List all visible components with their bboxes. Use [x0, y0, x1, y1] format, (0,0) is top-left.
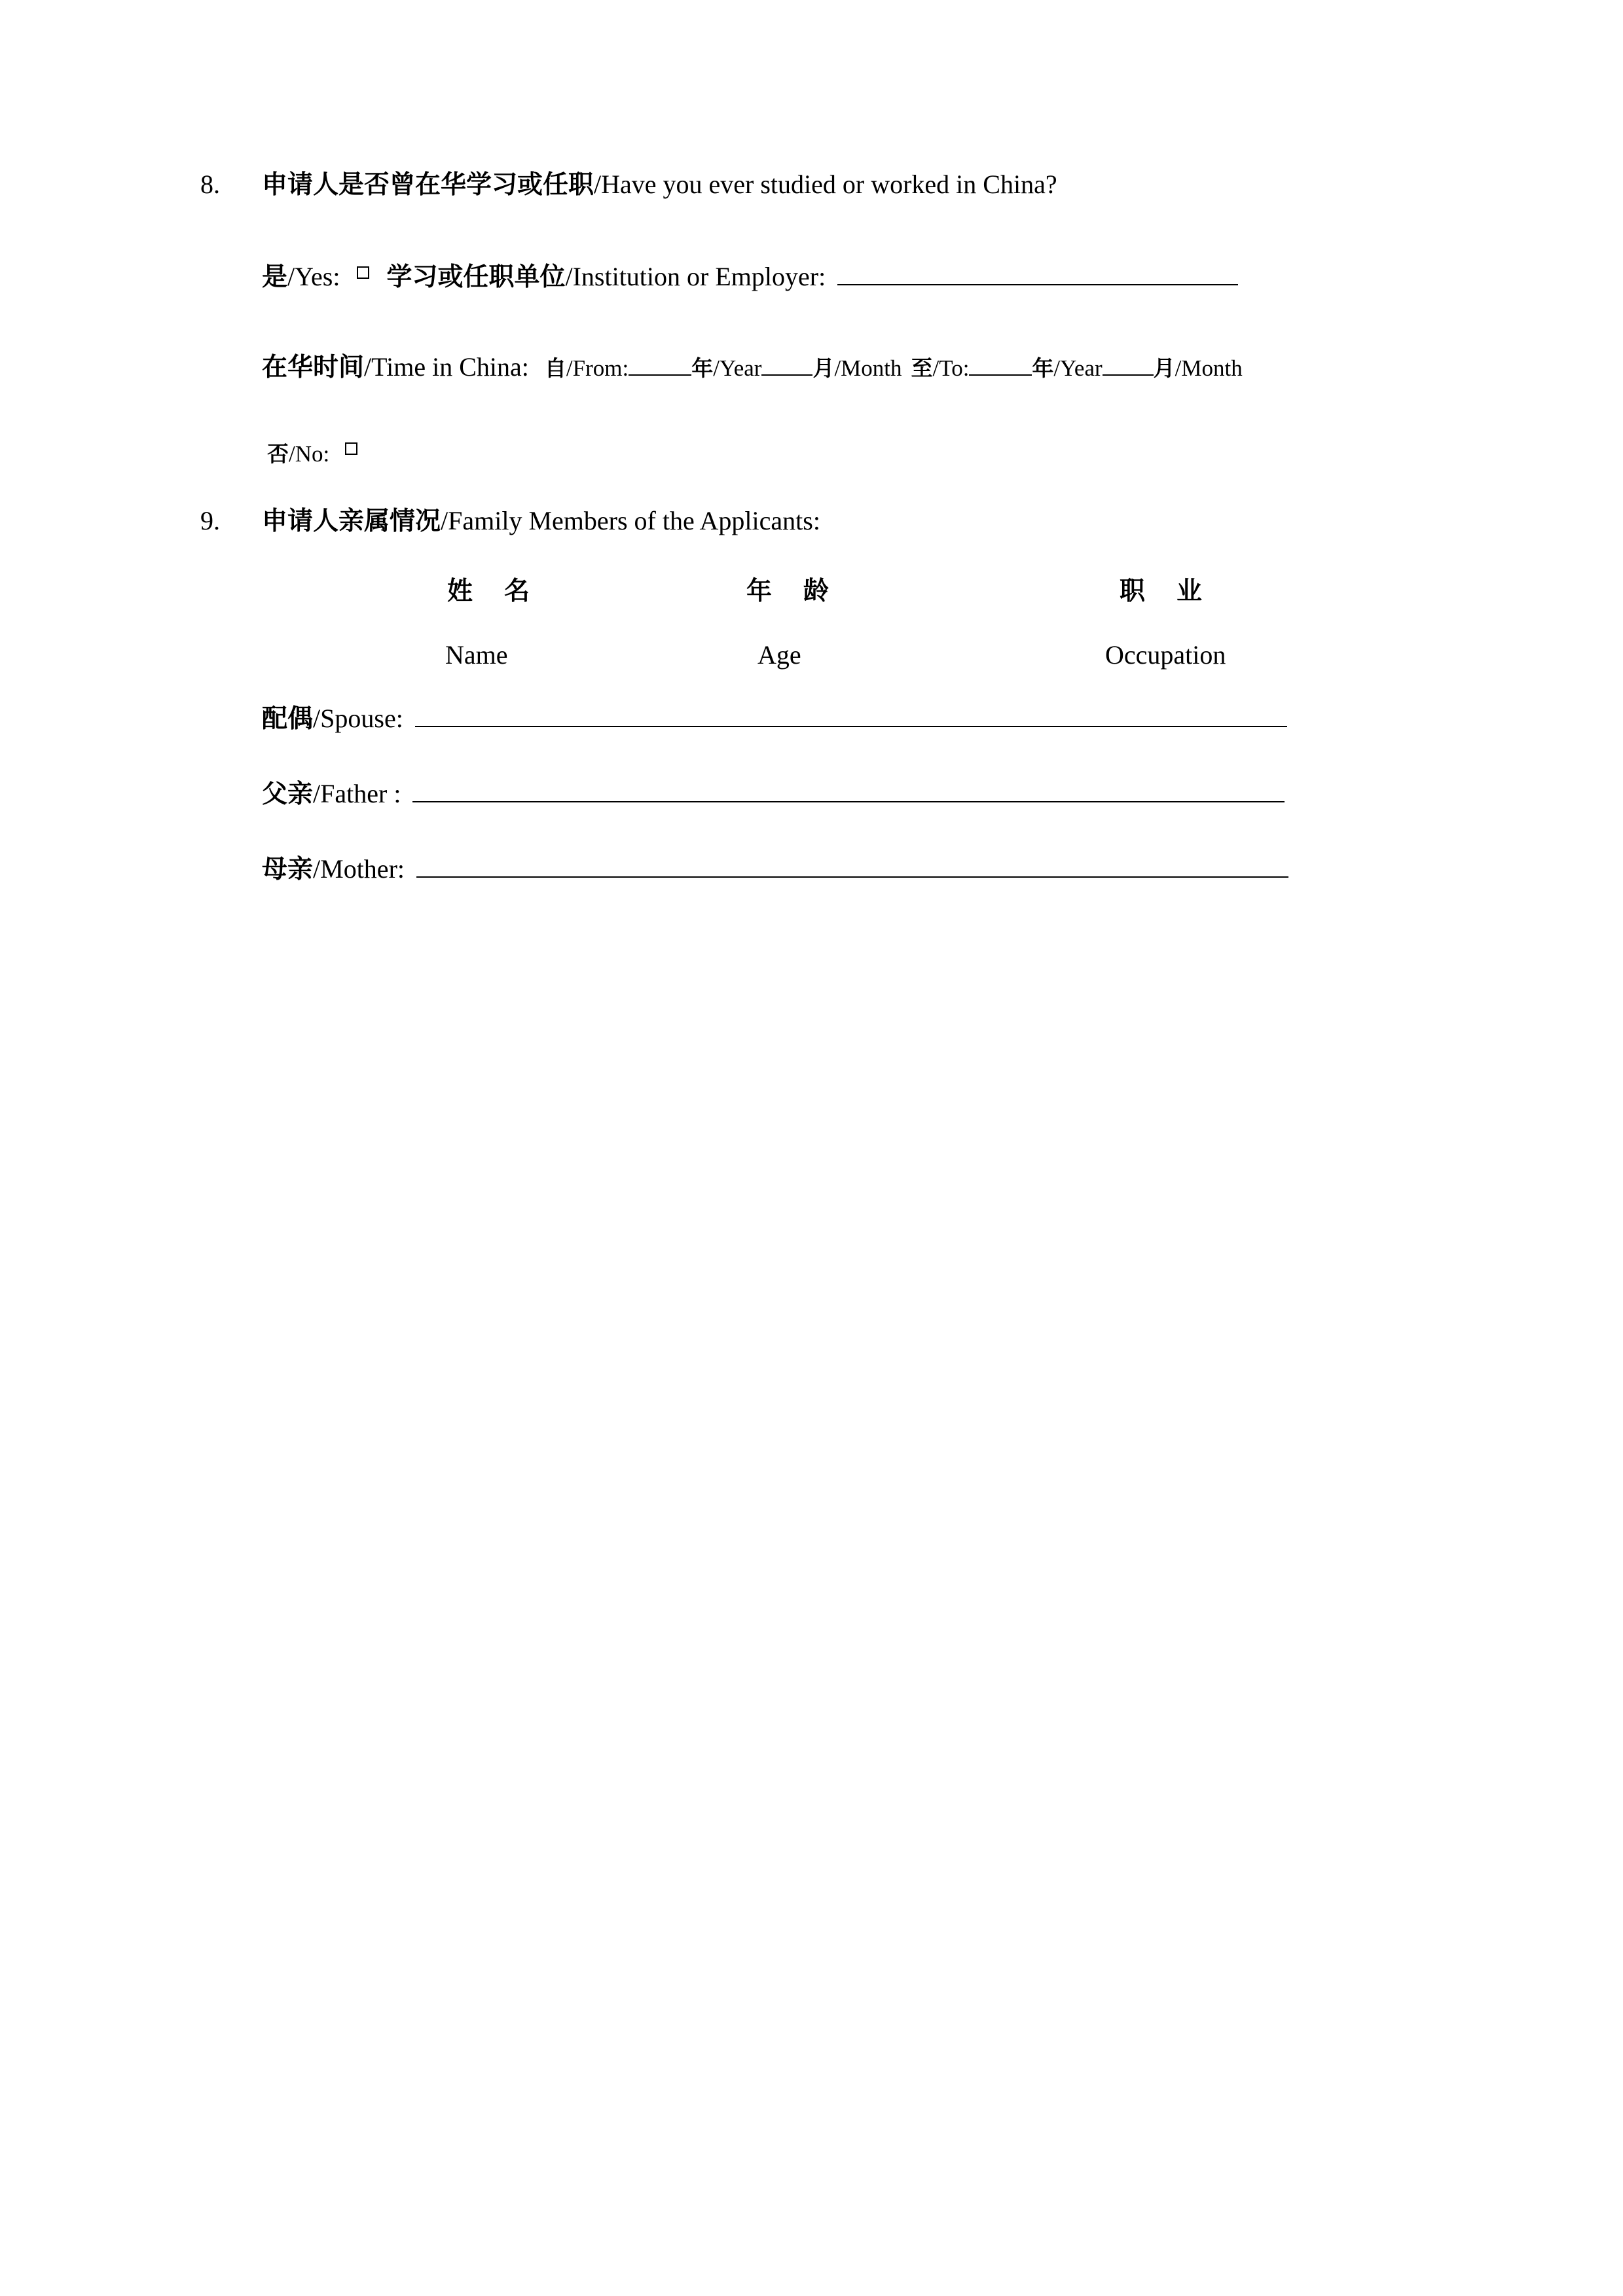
- question-8: [200, 171, 1057, 198]
- column-name-cn: 姓名: [447, 577, 562, 606]
- to-month-field[interactable]: [1103, 352, 1154, 376]
- to-month-label-en: /Month: [1175, 355, 1243, 381]
- q8-no-row: [267, 440, 357, 466]
- institution-label-en: /Institution or Employer:: [565, 262, 826, 291]
- to-year-label-cn: 年: [1032, 355, 1054, 381]
- time-label-cn: 在华时间: [262, 353, 365, 382]
- question-9: [200, 508, 820, 534]
- yes-label-cn: 是: [262, 262, 288, 292]
- question-number: 8.: [200, 170, 220, 199]
- from-label-cn: 自: [544, 355, 566, 381]
- column-occupation-cn: 职业: [1120, 577, 1234, 606]
- column-name-en: Name: [445, 640, 508, 670]
- institution-label-cn: 学习或任职单位: [386, 262, 566, 292]
- column-age-cn: 年龄: [746, 577, 861, 606]
- to-month-label-cn: 月: [1153, 355, 1175, 381]
- mother-label-en: /Mother:: [313, 854, 405, 884]
- father-label-cn: 父亲: [262, 780, 314, 809]
- to-label-en: /To:: [932, 355, 970, 381]
- mother-field[interactable]: [416, 854, 1288, 878]
- column-age-en: Age: [757, 640, 801, 670]
- to-label-cn: 至: [911, 355, 933, 381]
- question-text-en: /Have you ever studied or worked in China?: [594, 170, 1057, 199]
- spouse-field[interactable]: [415, 704, 1287, 727]
- institution-field[interactable]: [837, 262, 1238, 285]
- spouse-label-en: /Spouse:: [313, 704, 403, 733]
- family-row-spouse: [262, 704, 1287, 732]
- question-text-cn: 申请人亲属情况: [262, 507, 441, 536]
- time-label-en: /Time in China:: [364, 352, 529, 382]
- to-year-field[interactable]: [969, 352, 1032, 376]
- no-label-cn: 否: [267, 441, 289, 467]
- q8-time-row: [262, 352, 1243, 380]
- family-row-mother: [262, 854, 1288, 882]
- from-year-label-cn: 年: [691, 355, 714, 381]
- from-year-label-en: /Year: [713, 355, 762, 381]
- from-month-field[interactable]: [761, 352, 812, 376]
- spouse-label-cn: 配偶: [262, 704, 314, 734]
- column-occupation-en: Occupation: [1105, 640, 1226, 670]
- yes-checkbox[interactable]: [357, 266, 369, 279]
- father-field[interactable]: [412, 779, 1285, 802]
- from-year-field[interactable]: [629, 352, 691, 376]
- to-year-label-en: /Year: [1053, 355, 1103, 381]
- father-label-en: /Father :: [313, 779, 401, 808]
- from-label-en: /From:: [566, 355, 629, 381]
- from-month-label-cn: 月: [812, 355, 835, 381]
- question-text-en: /Family Members of the Applicants:: [441, 506, 820, 535]
- mother-label-cn: 母亲: [262, 855, 314, 884]
- from-month-label-en: /Month: [834, 355, 902, 381]
- q8-yes-row: [262, 262, 1238, 290]
- yes-label-en: /Yes:: [287, 262, 340, 291]
- no-checkbox[interactable]: [345, 442, 357, 455]
- family-row-father: [262, 779, 1285, 807]
- question-text-cn: 申请人是否曾在华学习或任职: [262, 170, 594, 200]
- question-number: 9.: [200, 506, 220, 535]
- no-label-en: /No:: [289, 441, 330, 467]
